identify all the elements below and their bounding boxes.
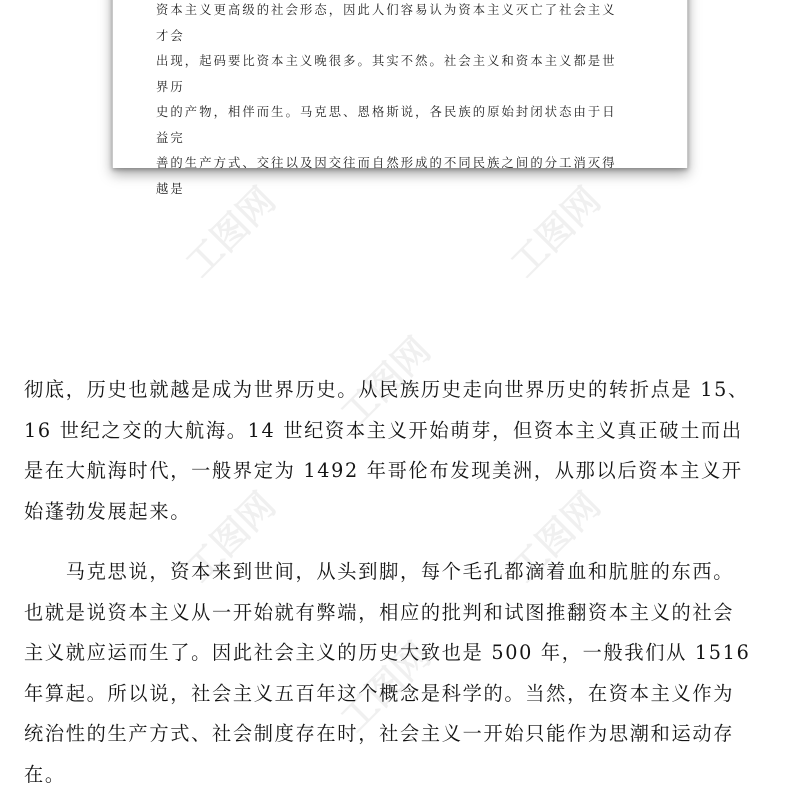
body-paragraph: 马克思说，资本来到世间，从头到脚，每个毛孔都滴着血和肮脏的东西。 也就是说资本主义从一开始就有弊端，相应的批判和试图推翻资本主义的社会 主义就应运而生了。因此社会主义的历史大致也是 500 年，一般我们从 1516 年算起。所以说，社会主义五百年这个概念是科学的。当然，在资本主义作为 统治性的生产方式、社会制度存在时，社会主义一开始只能作为思潮和运动存 在。 bbox=[24, 560, 751, 786]
watermark: 工图网 bbox=[178, 484, 284, 591]
embedded-page-text: 资本主义更高级的社会形态，因此人们容易认为资本主义灭亡了社会主义才会 出现，起码要比资本主义晚很多。其实不然。社会主义和资本主义都是世界历 史的产物，相伴而生。马克思、恩格斯说，各民族的原始封闭状态由于日益完 善的生产方式、交往以及因交往而自然形成的不同民族之间的分工消灭得越是 bbox=[156, 3, 617, 196]
watermark: 工图网 bbox=[178, 179, 284, 286]
body-paragraph: 彻底，历史也就越是成为世界历史。从民族历史走向世界历史的转折点是 15、 16 世纪之交的大航海。14 世纪资本主义开始萌芽，但资本主义真正破土而出 是在大航海时代，一般界定为 1492 年哥伦布发现美洲，从那以后资本主义开 始蓬勃发展起来。 bbox=[24, 378, 749, 523]
watermark: 工图网 bbox=[503, 484, 609, 591]
watermark: 工图网 bbox=[503, 179, 609, 286]
watermark: 工图网 bbox=[333, 329, 439, 436]
watermark: 工图网 bbox=[333, 634, 439, 741]
